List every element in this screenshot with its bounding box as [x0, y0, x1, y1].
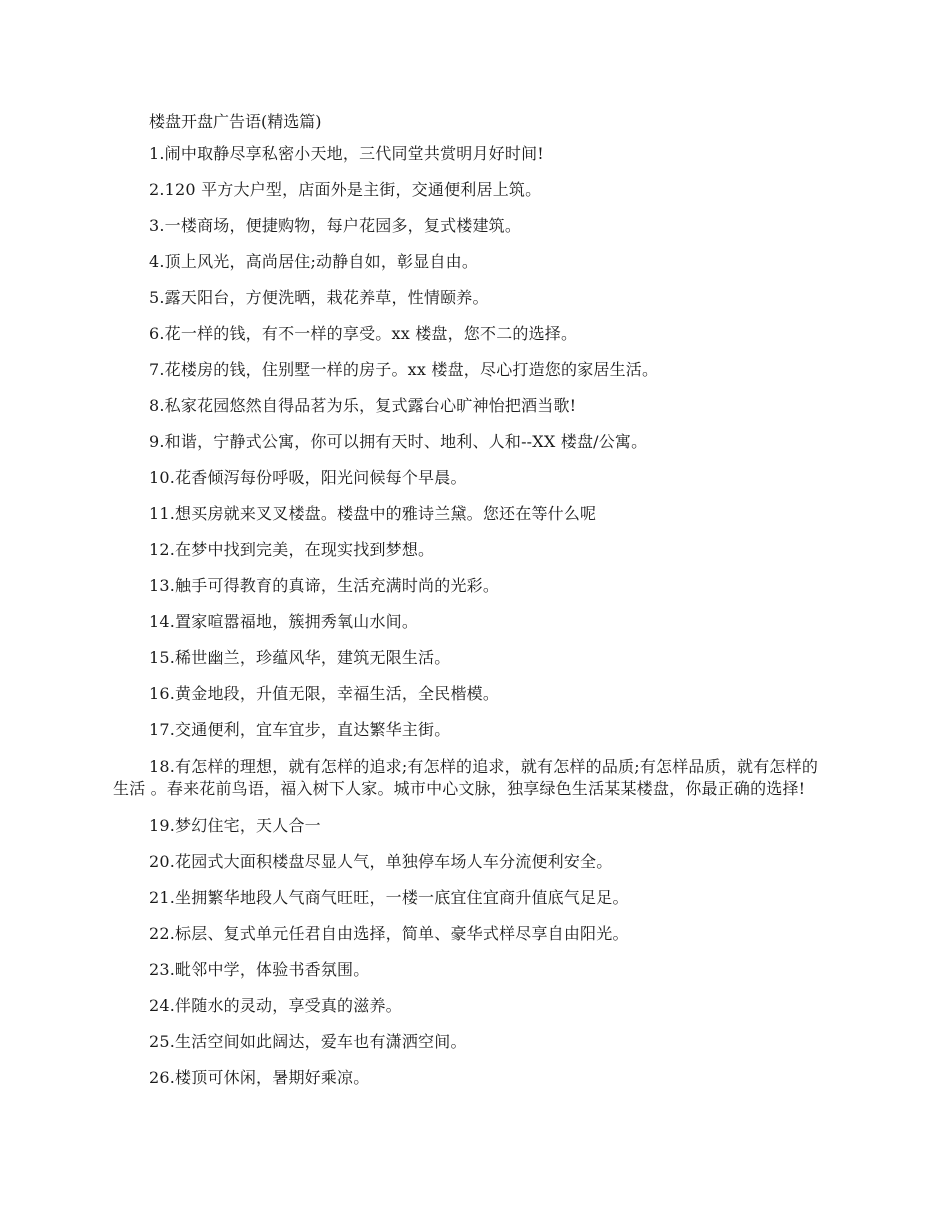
slogan-item: 9.和谐，宁静式公寓，你可以拥有天时、地利、人和--XX 楼盘/公寓。: [149, 432, 648, 451]
slogan-item: 15.稀世幽兰，珍蕴风华，建筑无限生活。: [149, 648, 451, 667]
slogan-item: 1.闹中取静尽享私密小天地，三代同堂共赏明月好时间!: [149, 144, 544, 163]
slogan-item: 2.120 平方大户型，店面外是主街，交通便利居上筑。: [149, 180, 542, 199]
slogan-item: 19.梦幻住宅，天人合一: [149, 816, 321, 835]
slogan-item: 26.楼顶可休闲，暑期好乘凉。: [149, 1068, 370, 1087]
slogan-item: 25.生活空间如此阔达，爱车也有潇洒空间。: [149, 1032, 467, 1051]
slogan-item: 20.花园式大面积楼盘尽显人气，单独停车场人车分流便利安全。: [149, 852, 613, 871]
slogan-item: 12.在梦中找到完美，在现实找到梦想。: [149, 540, 435, 559]
slogan-item: 24.伴随水的灵动，享受真的滋养。: [149, 996, 402, 1015]
slogan-item: 3.一楼商场，便捷购物，每户花园多，复式楼建筑。: [149, 216, 522, 235]
slogan-item: 6.花一样的钱，有不一样的享受。xx 楼盘，您不二的选择。: [149, 324, 578, 343]
slogan-item-long: 18.有怎样的理想，就有怎样的追求;有怎样的追求，就有怎样的品质;有怎样品质，就有怎样的生活 。春来花前鸟语，福入树下人家。城市中心文脉，独享绿色生活某某楼盘，你最正确的选择!: [113, 757, 819, 798]
slogan-item: 10.花香倾泻每份呼吸，阳光问候每个早晨。: [149, 468, 467, 487]
document-body: [113, 108, 833, 1104]
slogan-item: 23.毗邻中学，体验书香氛围。: [149, 960, 370, 979]
slogan-item: 17.交通便利，宜车宜步，直达繁华主街。: [149, 720, 451, 739]
slogan-item: 22.标层、复式单元任君自由选择，简单、豪华式样尽享自由阳光。: [149, 924, 629, 943]
slogan-item: 16.黄金地段，升值无限，幸福生活，全民楷模。: [149, 684, 500, 703]
slogan-item: 11.想买房就来叉叉楼盘。楼盘中的雅诗兰黛。您还在等什么呢: [149, 504, 597, 523]
slogan-item: 5.露天阳台，方便洗晒，栽花养草，性情颐养。: [149, 288, 489, 307]
slogan-item: 4.顶上风光，高尚居住;动静自如，彰显自由。: [149, 252, 479, 271]
slogan-item: 7.花楼房的钱，住别墅一样的房子。xx 楼盘，尽心打造您的家居生活。: [149, 360, 659, 379]
slogan-item: 8.私家花园悠然自得品茗为乐，复式露台心旷神怡把酒当歌!: [149, 396, 577, 415]
document-title: 楼盘开盘广告语(精选篇): [149, 112, 322, 131]
slogan-item: 21.坐拥繁华地段人气商气旺旺，一楼一底宜住宜商升值底气足足。: [149, 888, 629, 907]
slogan-item: 13.触手可得教育的真谛，生活充满时尚的光彩。: [149, 576, 500, 595]
slogan-item: 14.置家喧嚣福地，簇拥秀氧山水间。: [149, 612, 419, 631]
